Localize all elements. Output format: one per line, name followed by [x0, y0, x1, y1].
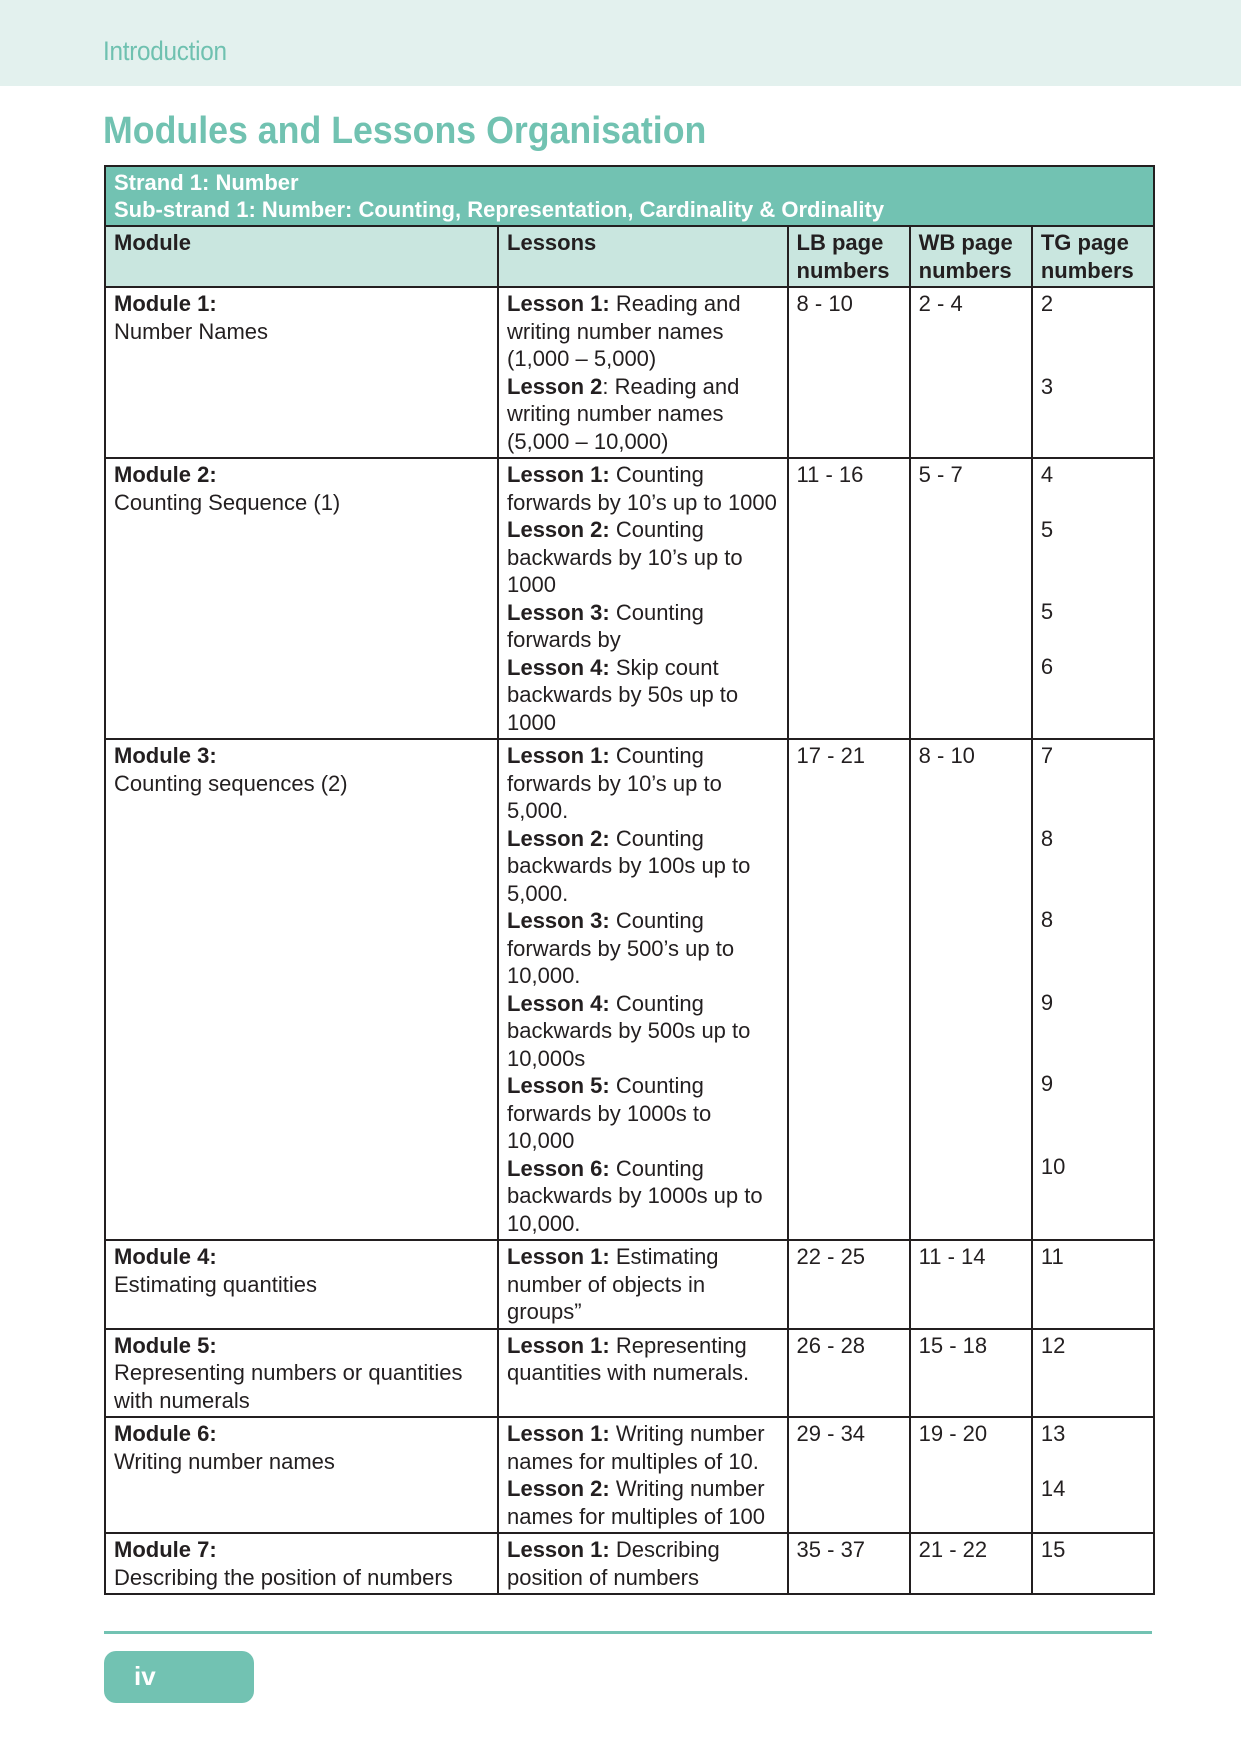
module-cell [105, 287, 498, 458]
tg-page-number: 14 [1040, 1475, 1066, 1501]
lesson-entry [507, 907, 779, 990]
module-cell [105, 1533, 498, 1594]
module-cell [105, 1417, 498, 1533]
strand-header-row [105, 166, 1154, 226]
column-header-row [105, 226, 1154, 287]
wb-page-numbers: 11 - 14 [910, 1240, 1032, 1329]
table-body [105, 287, 1154, 1594]
lesson-entry [507, 1155, 779, 1238]
column-header-module: Module [105, 226, 498, 287]
column-header-lb [788, 226, 910, 287]
page-title: Modules and Lessons Organisation [103, 110, 707, 152]
module-cell [105, 1240, 498, 1329]
tg-header-line2: numbers [1040, 257, 1134, 283]
lesson-label: Lesson 1: [507, 291, 610, 316]
lesson-entry [507, 1536, 779, 1591]
lesson-label: Lesson 4: [507, 990, 610, 1016]
table-row [105, 287, 1154, 458]
table-row [105, 1533, 1154, 1594]
module-name: Counting sequences (2) [114, 770, 348, 796]
module-cell [105, 1329, 498, 1418]
tg-page-numbers [1032, 458, 1154, 739]
module-name: Number Names [114, 318, 269, 344]
lesson-text: Describing position of numbers [507, 1537, 720, 1590]
strand-header [105, 166, 1154, 226]
table-row [105, 458, 1154, 739]
lesson-label: Lesson 2: [507, 517, 610, 542]
lesson-entry [507, 1420, 779, 1475]
lesson-text: : Reading and writing number names (5,000 – 10,000) [507, 373, 740, 454]
lb-page-numbers: 17 - 21 [788, 739, 910, 1240]
lesson-label: Lesson 1: [507, 1421, 610, 1446]
wb-page-numbers: 5 - 7 [910, 458, 1032, 739]
lb-page-numbers: 22 - 25 [788, 1240, 910, 1329]
lesson-text: Writing number names for multiples of 10. [507, 1421, 765, 1474]
lesson-entry [507, 742, 779, 825]
tg-list [1041, 1420, 1145, 1502]
tg-page-numbers [1032, 1329, 1154, 1418]
tg-page-number: 10 [1040, 1153, 1066, 1179]
tg-header-line1: TG page [1040, 230, 1129, 255]
module-name: Estimating quantities [114, 1271, 317, 1297]
lesson-label: Lesson 2: [507, 1476, 610, 1501]
lesson-text: Writing number names for multiples of 100 [507, 1476, 766, 1529]
tg-page-number: 11 [1040, 1244, 1064, 1269]
lesson-label: Lesson 1: [507, 1244, 610, 1269]
module-label: Module 2: [114, 462, 217, 487]
lesson-text: Counting backwards by 500s up to 10,000s [507, 990, 751, 1071]
wb-header-line2: numbers [918, 257, 1012, 283]
wb-page-numbers: 8 - 10 [910, 739, 1032, 1240]
lesson-text: Counting backwards by 10’s up to 1000 [507, 517, 743, 597]
module-label: Module 3: [114, 743, 217, 768]
lesson-text: Counting forwards by [507, 599, 704, 652]
tg-page-number: 9 [1040, 989, 1054, 1015]
lesson-text: Counting forwards by 1000s to 10,000 [507, 1073, 712, 1153]
lesson-entry [507, 516, 779, 599]
lessons-cell [498, 1329, 788, 1418]
tg-page-numbers [1032, 1533, 1154, 1594]
column-header-lessons: Lessons [498, 226, 788, 287]
lesson-entry [507, 1243, 779, 1326]
modules-table [104, 165, 1155, 1595]
tg-page-numbers [1032, 1240, 1154, 1329]
lb-page-numbers: 8 - 10 [788, 287, 910, 458]
lesson-entry [507, 599, 779, 654]
tg-page-numbers [1032, 287, 1154, 458]
wb-header-line1: WB page [918, 230, 1013, 255]
sub-strand-title: Sub-strand 1: Number: Counting, Representation, Cardinality & Ordinality [114, 197, 885, 222]
wb-page-numbers: 2 - 4 [910, 287, 1032, 458]
lesson-entry [507, 1475, 779, 1530]
tg-list [1041, 1243, 1145, 1271]
lessons-cell [498, 1417, 788, 1533]
lessons-cell [498, 739, 788, 1240]
lessons-cell [498, 287, 788, 458]
lesson-label: Lesson 4: [507, 654, 610, 680]
lesson-entry [507, 654, 779, 737]
module-name: Describing the position of numbers [114, 1564, 453, 1590]
module-label: Module 6: [114, 1421, 217, 1446]
lb-page-numbers: 29 - 34 [788, 1417, 910, 1533]
wb-page-numbers: 21 - 22 [910, 1533, 1032, 1594]
tg-page-number: 9 [1040, 1071, 1054, 1096]
lesson-text: Reading and writing number names (1,000 – 5,000) [507, 291, 741, 371]
tg-page-number: 7 [1040, 743, 1054, 768]
column-header-wb [910, 226, 1032, 287]
lesson-text: Counting forwards by 10’s up to 5,000. [507, 743, 722, 823]
tg-page-numbers [1032, 739, 1154, 1240]
lesson-label: Lesson 6: [507, 1155, 610, 1181]
lesson-label: Lesson 5: [507, 1073, 610, 1098]
tg-page-number: 6 [1040, 653, 1054, 679]
lesson-text: Counting forwards by 10’s up to 1000 [507, 462, 777, 515]
section-label: Introduction [103, 36, 227, 66]
lessons-cell [498, 1533, 788, 1594]
lesson-label: Lesson 1: [507, 743, 610, 768]
module-label: Module 1: [114, 291, 217, 316]
lessons-cell [498, 458, 788, 739]
lessons-cell [498, 1240, 788, 1329]
tg-list [1041, 461, 1145, 680]
lesson-text: Counting backwards by 100s up to 5,000. [507, 825, 751, 906]
tg-list [1041, 1536, 1145, 1564]
tg-page-number: 4 [1040, 462, 1054, 487]
tg-page-number: 5 [1040, 516, 1054, 542]
tg-page-numbers [1032, 1417, 1154, 1533]
lesson-text: Counting forwards by 500’s up to 10,000. [507, 908, 735, 988]
strand-title: Strand 1: Number [114, 170, 299, 195]
table-row [105, 739, 1154, 1240]
wb-page-numbers: 19 - 20 [910, 1417, 1032, 1533]
module-label: Module 7: [114, 1537, 217, 1562]
lesson-label: Lesson 1: [507, 462, 610, 487]
tg-page-number: 8 [1040, 907, 1054, 932]
lesson-text: Skip count backwards by 50s up to 1000 [507, 654, 739, 735]
lesson-label: Lesson 2 [507, 373, 603, 399]
lesson-entry [507, 461, 779, 516]
lesson-label: Lesson 1: [507, 1537, 610, 1562]
lesson-entry [507, 825, 779, 908]
tg-page-number: 13 [1040, 1421, 1066, 1446]
column-header-tg [1032, 226, 1154, 287]
module-cell [105, 739, 498, 1240]
wb-page-numbers: 15 - 18 [910, 1329, 1032, 1418]
tg-list [1041, 742, 1145, 1180]
lb-page-numbers: 35 - 37 [788, 1533, 910, 1594]
tg-page-number: 15 [1040, 1537, 1066, 1562]
lesson-entry [507, 1072, 779, 1155]
lesson-label: Lesson 2: [507, 825, 610, 851]
footer-divider [104, 1631, 1152, 1634]
lb-header-line2: numbers [796, 257, 890, 283]
page-number: iv [134, 1661, 156, 1691]
lesson-label: Lesson 3: [507, 908, 610, 933]
table-row [105, 1329, 1154, 1418]
tg-list [1041, 1332, 1145, 1360]
table-row [105, 1417, 1154, 1533]
tg-list [1041, 290, 1145, 400]
page-number-badge [104, 1651, 254, 1703]
lesson-entry [507, 373, 779, 456]
lesson-entry [507, 990, 779, 1073]
module-label: Module 4: [114, 1244, 217, 1269]
tg-page-number: 3 [1040, 373, 1054, 399]
tg-page-number: 8 [1040, 825, 1054, 851]
lesson-label: Lesson 3: [507, 599, 610, 625]
module-name: Representing numbers or quantities with numerals [114, 1360, 463, 1413]
lesson-text: Counting backwards by 1000s up to 10,000. [507, 1155, 763, 1236]
module-name: Writing number names [114, 1448, 335, 1474]
lb-page-numbers: 11 - 16 [788, 458, 910, 739]
module-label: Module 5: [114, 1332, 217, 1358]
module-name: Counting Sequence (1) [114, 489, 341, 515]
lesson-text: Representing quantities with numerals. [507, 1332, 750, 1385]
tg-page-number: 12 [1040, 1332, 1066, 1358]
lesson-label: Lesson 1: [507, 1332, 610, 1358]
tg-page-number: 2 [1040, 291, 1054, 316]
lesson-entry [507, 290, 779, 373]
table-row [105, 1240, 1154, 1329]
module-cell [105, 458, 498, 739]
lesson-entry [507, 1332, 779, 1387]
lesson-text: Estimating number of objects in groups” [507, 1244, 719, 1324]
lb-page-numbers: 26 - 28 [788, 1329, 910, 1418]
lb-header-line1: LB page [796, 230, 884, 255]
tg-page-number: 5 [1040, 599, 1054, 624]
